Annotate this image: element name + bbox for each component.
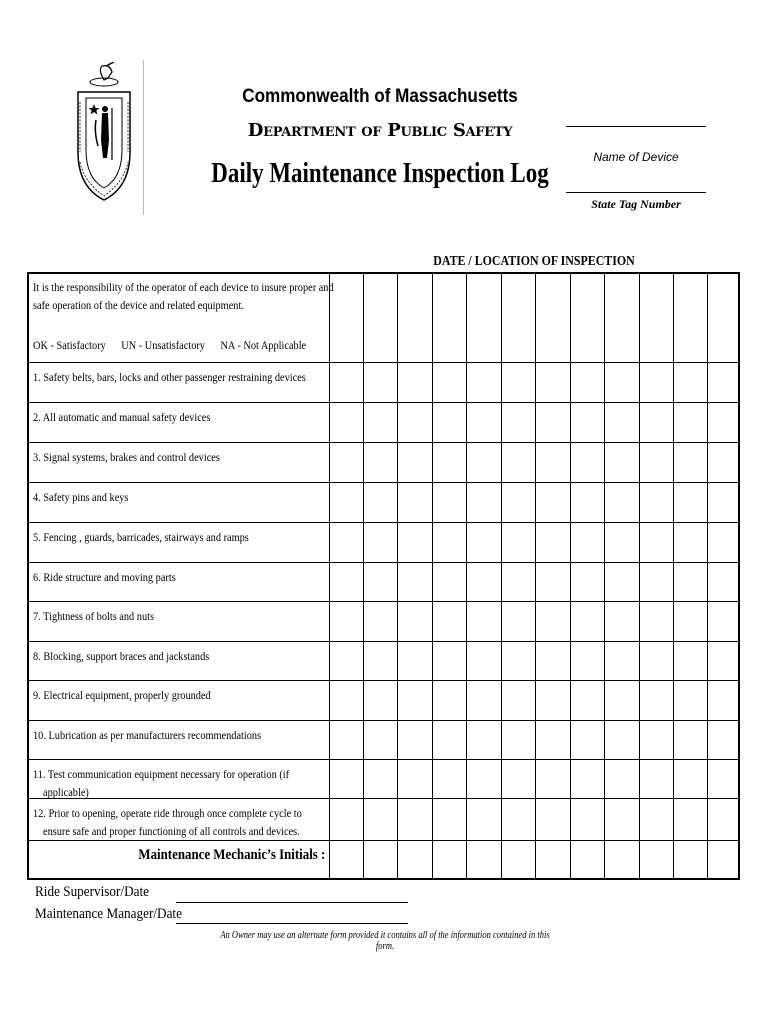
- footer-note: An Owner may use an alternate form provided it contains all of the information contained in this form.: [220, 930, 550, 952]
- ride-supervisor-field[interactable]: [176, 902, 408, 903]
- grid-column-line: [673, 274, 674, 878]
- checklist-item-5: [33, 528, 284, 546]
- checklist-item-text-cont: ensure safe and proper functioning of all controls and devices.: [43, 824, 300, 838]
- ride-supervisor-text: Ride Supervisor/Date: [35, 884, 150, 900]
- checklist-item-text: 2. All automatic and manual safety devices: [33, 410, 211, 424]
- dept-title: Department of Public Safety: [247, 120, 513, 141]
- checklist-item-10: [33, 726, 298, 744]
- checklist-item-text: 5. Fencing , guards, barricades, stairways and ramps: [33, 530, 249, 544]
- grid-row-line: [29, 759, 738, 760]
- grid-row-line: [29, 402, 738, 403]
- grid-column-line: [363, 274, 364, 878]
- rating-legend-text: OK - Satisfactory UN - Unsatisfactory NA - Not Applicable: [33, 338, 307, 352]
- checklist-item-text: 10. Lubrication as per manufacturers recommendations: [33, 728, 262, 742]
- checklist-item-text: 4. Safety pins and keys: [33, 490, 129, 504]
- grid-column-line: [639, 274, 640, 878]
- checklist-item-2: [33, 408, 239, 426]
- grid-row-line: [29, 680, 738, 681]
- grid-column-line: [604, 274, 605, 878]
- grid-row-line: [29, 522, 738, 523]
- grid-column-line: [570, 274, 571, 878]
- org-title: Commonwealth of Massachusetts: [242, 86, 518, 107]
- checklist-item-9: [33, 686, 240, 704]
- intro-text: [33, 278, 383, 314]
- checklist-item-text: 12. Prior to opening, operate ride through once complete cycle to: [33, 806, 302, 820]
- initials-label-text: Maintenance Mechanic’s Initials :: [138, 847, 325, 863]
- grid-column-line: [397, 274, 398, 878]
- device-name-label: Name of Device: [593, 150, 679, 164]
- ride-supervisor-label: [35, 884, 165, 901]
- state-tag-field[interactable]: [566, 192, 706, 193]
- checklist-item-text: 11. Test communication equipment necessary for operation (if: [33, 767, 290, 781]
- device-name-field[interactable]: [566, 126, 706, 127]
- checklist-item-1: [33, 368, 350, 386]
- checklist-item-text: 9. Electrical equipment, properly grounded: [33, 688, 211, 702]
- grid-column-line: [501, 274, 502, 878]
- grid-column-line: [707, 274, 708, 878]
- massachusetts-seal-icon: [64, 62, 144, 212]
- checklist-item-8: [33, 647, 238, 665]
- grid-row-line: [29, 442, 738, 443]
- maintenance-manager-label: [35, 906, 202, 923]
- grid-row-line: [29, 641, 738, 642]
- seal-divider: [143, 60, 144, 215]
- checklist-item-7: [33, 607, 174, 625]
- grid-row-line: [29, 362, 738, 363]
- checklist-item-4: [33, 488, 144, 506]
- inspection-grid: [27, 272, 740, 880]
- state-tag-label: State Tag Number: [591, 197, 681, 211]
- grid-column-line: [466, 274, 467, 878]
- checklist-item-12: [33, 804, 346, 840]
- intro-line-1: It is the responsibility of the operator of each device to insure proper and: [33, 280, 334, 294]
- checklist-item-11: [33, 765, 331, 801]
- initials-row-label: [33, 846, 325, 864]
- intro-line-2: safe operation of the device and related equipment.: [33, 298, 244, 312]
- checklist-item-3: [33, 448, 250, 466]
- grid-row-line: [29, 720, 738, 721]
- checklist-item-text-cont: applicable): [43, 785, 89, 799]
- form-title: Daily Maintenance Inspection Log: [211, 158, 549, 189]
- date-location-header: DATE / LOCATION OF INSPECTION: [433, 254, 635, 269]
- checklist-item-6: [33, 568, 199, 586]
- grid-column-line: [535, 274, 536, 878]
- checklist-item-text: 3. Signal systems, brakes and control devices: [33, 450, 220, 464]
- checklist-item-text: 7. Tightness of bolts and nuts: [33, 609, 155, 623]
- grid-row-line: [29, 482, 738, 483]
- grid-row-line: [29, 562, 738, 563]
- rating-legend: [33, 336, 351, 354]
- checklist-item-text: 6. Ride structure and moving parts: [33, 570, 176, 584]
- grid-row-line: [29, 840, 738, 841]
- checklist-item-text: 1. Safety belts, bars, locks and other passenger restraining devices: [33, 370, 306, 384]
- grid-column-line: [432, 274, 433, 878]
- grid-row-line: [29, 601, 738, 602]
- maintenance-manager-field[interactable]: [176, 923, 408, 924]
- checklist-item-text: 8. Blocking, support braces and jackstands: [33, 649, 210, 663]
- maintenance-manager-text: Maintenance Manager/Date: [35, 906, 182, 922]
